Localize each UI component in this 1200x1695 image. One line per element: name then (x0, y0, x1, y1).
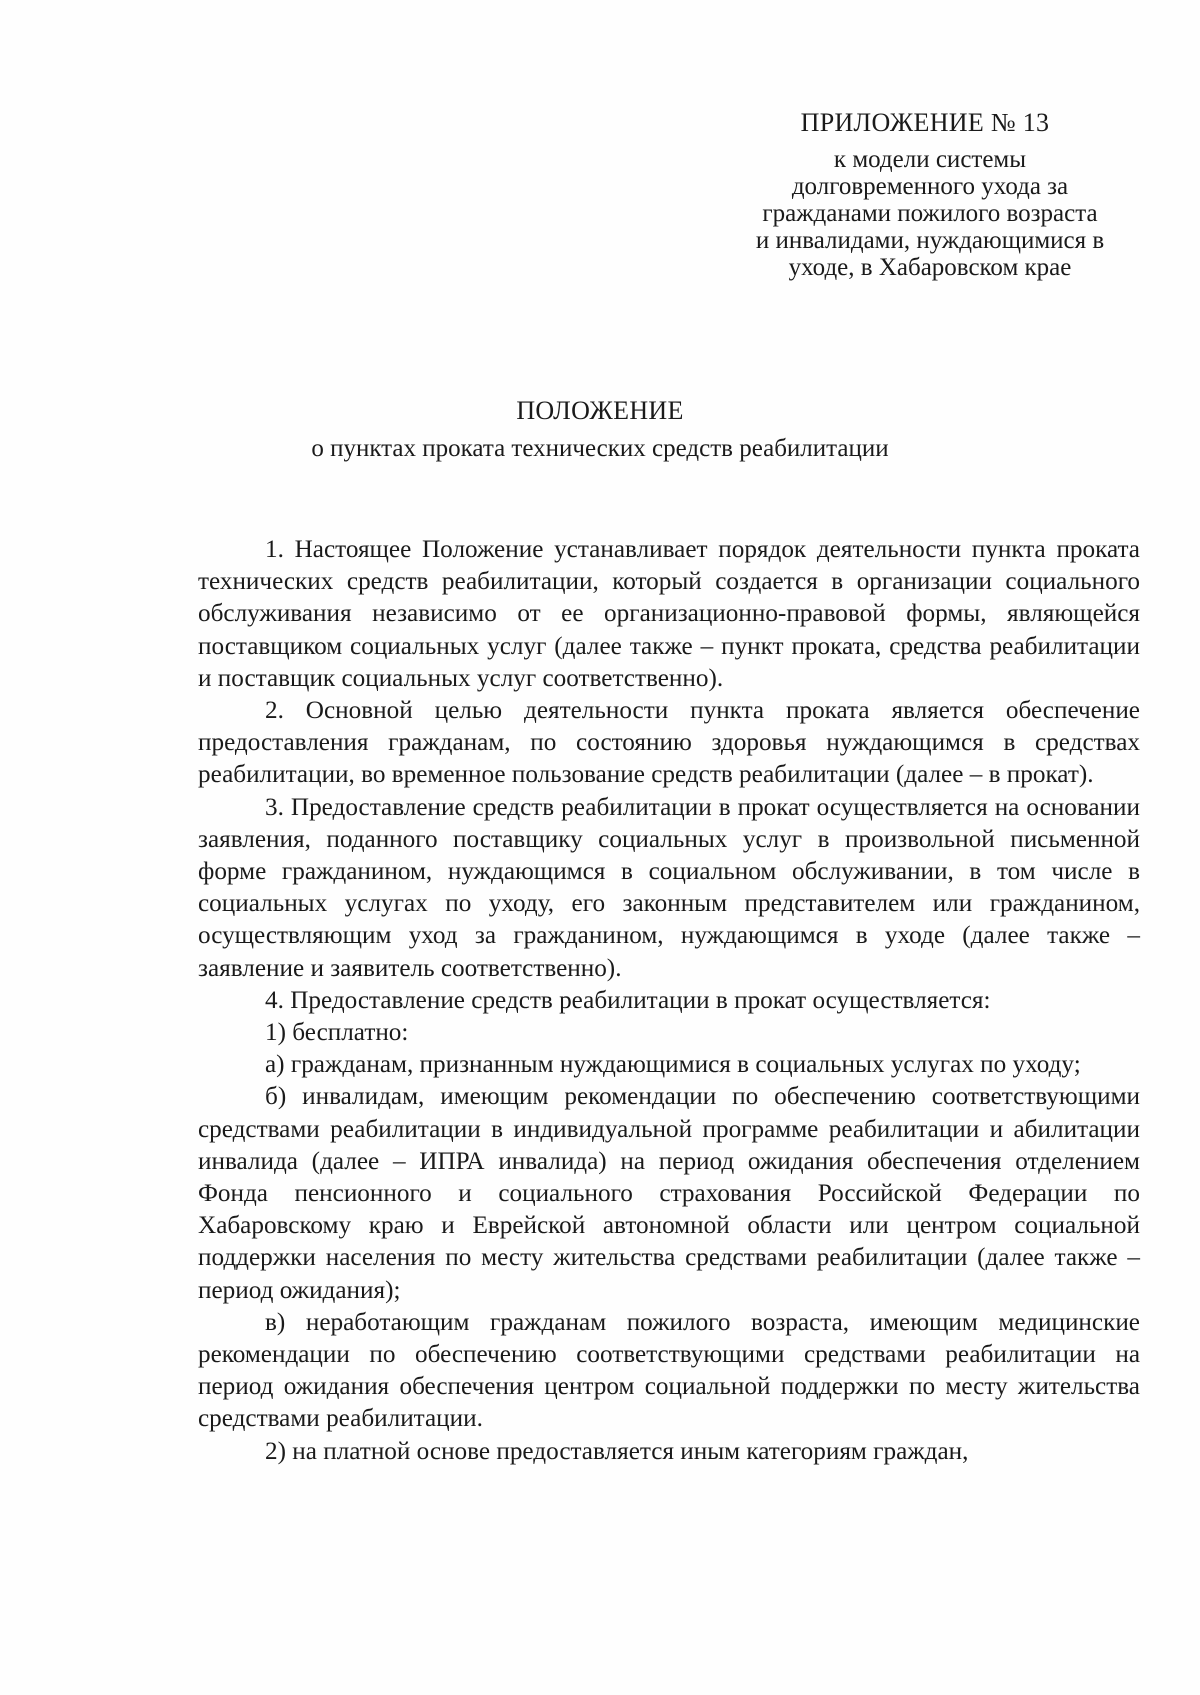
paragraph: 2. Основной целью деятельности пункта проката является обеспечение предоставления гражданам, по состоянию здоровья нуждающимся в средствах реабилитации, во временное пользование средств реабилитации (далее – в прокат). (198, 697, 1140, 789)
appendix-title: ПРИЛОЖЕНИЕ № 13 (800, 108, 1050, 137)
appendix-header (730, 108, 1130, 281)
paragraph: 1) бесплатно: (265, 1019, 409, 1047)
appendix-line: гражданами пожилого возраста (762, 200, 1098, 227)
paragraph: 4. Предоставление средств реабилитации в прокат осуществляется: (265, 986, 991, 1014)
paragraph: 3. Предоставление средств реабилитации в прокат осуществляется на основании заявления, поданного поставщику социальных услуг в произвольной письменной форме гражданином, нуждающимся в социальном обслуживании, в том числе в социальных услугах по уходу, его законным представителем или гражданином, осуществляющим уход за гражданином, нуждающимся в уходе (далее также – заявление и заявитель соответственно). (198, 793, 1140, 982)
paragraph: 1. Настоящее Положение устанавливает порядок деятельности пункта проката технических средств реабилитации, который создается в организации социального обслуживания независимо от ее организационно-правовой формы, являющейся поставщиком социальных услуг (далее также – пункт проката, средства реабилитации и поставщик социальных услуг соответственно). (198, 536, 1140, 692)
document-body (198, 534, 1140, 1468)
paragraph: в) неработающим гражданам пожилого возраста, имеющим медицинские рекомендации по обеспечению соответствующими средствами реабилитации на период ожидания обеспечения центром социальной поддержки по месту жительства средствами реабилитации. (198, 1308, 1140, 1433)
document-subtitle: о пунктах проката технических средств реабилитации (311, 435, 889, 462)
appendix-line: уходе, в Хабаровском крае (788, 254, 1072, 281)
appendix-line: долговременного ухода за (791, 173, 1069, 200)
appendix-line: и инвалидами, нуждающимися в (755, 227, 1105, 254)
paragraph: б) инвалидам, имеющим рекомендации по обеспечению соответствующими средствами реабилитации в индивидуальной программе реабилитации и абилитации инвалида (далее – ИПРА инвалида) на период ожидания обеспечения отделением Фонда пенсионного и социального страхования Российской Федерации по Хабаровскому краю и Еврейской автономной области или центром социальной поддержки населения по месту жительства средствами реабилитации (далее также – период ожидания); (198, 1083, 1140, 1304)
document-title: ПОЛОЖЕНИЕ (516, 396, 684, 425)
paragraph: а) гражданам, признанным нуждающимися в социальных услугах по уходу; (265, 1051, 1081, 1079)
paragraph: 2) на платной основе предоставляется иным категориям граждан, (265, 1437, 969, 1465)
appendix-line: к модели системы (833, 146, 1027, 173)
